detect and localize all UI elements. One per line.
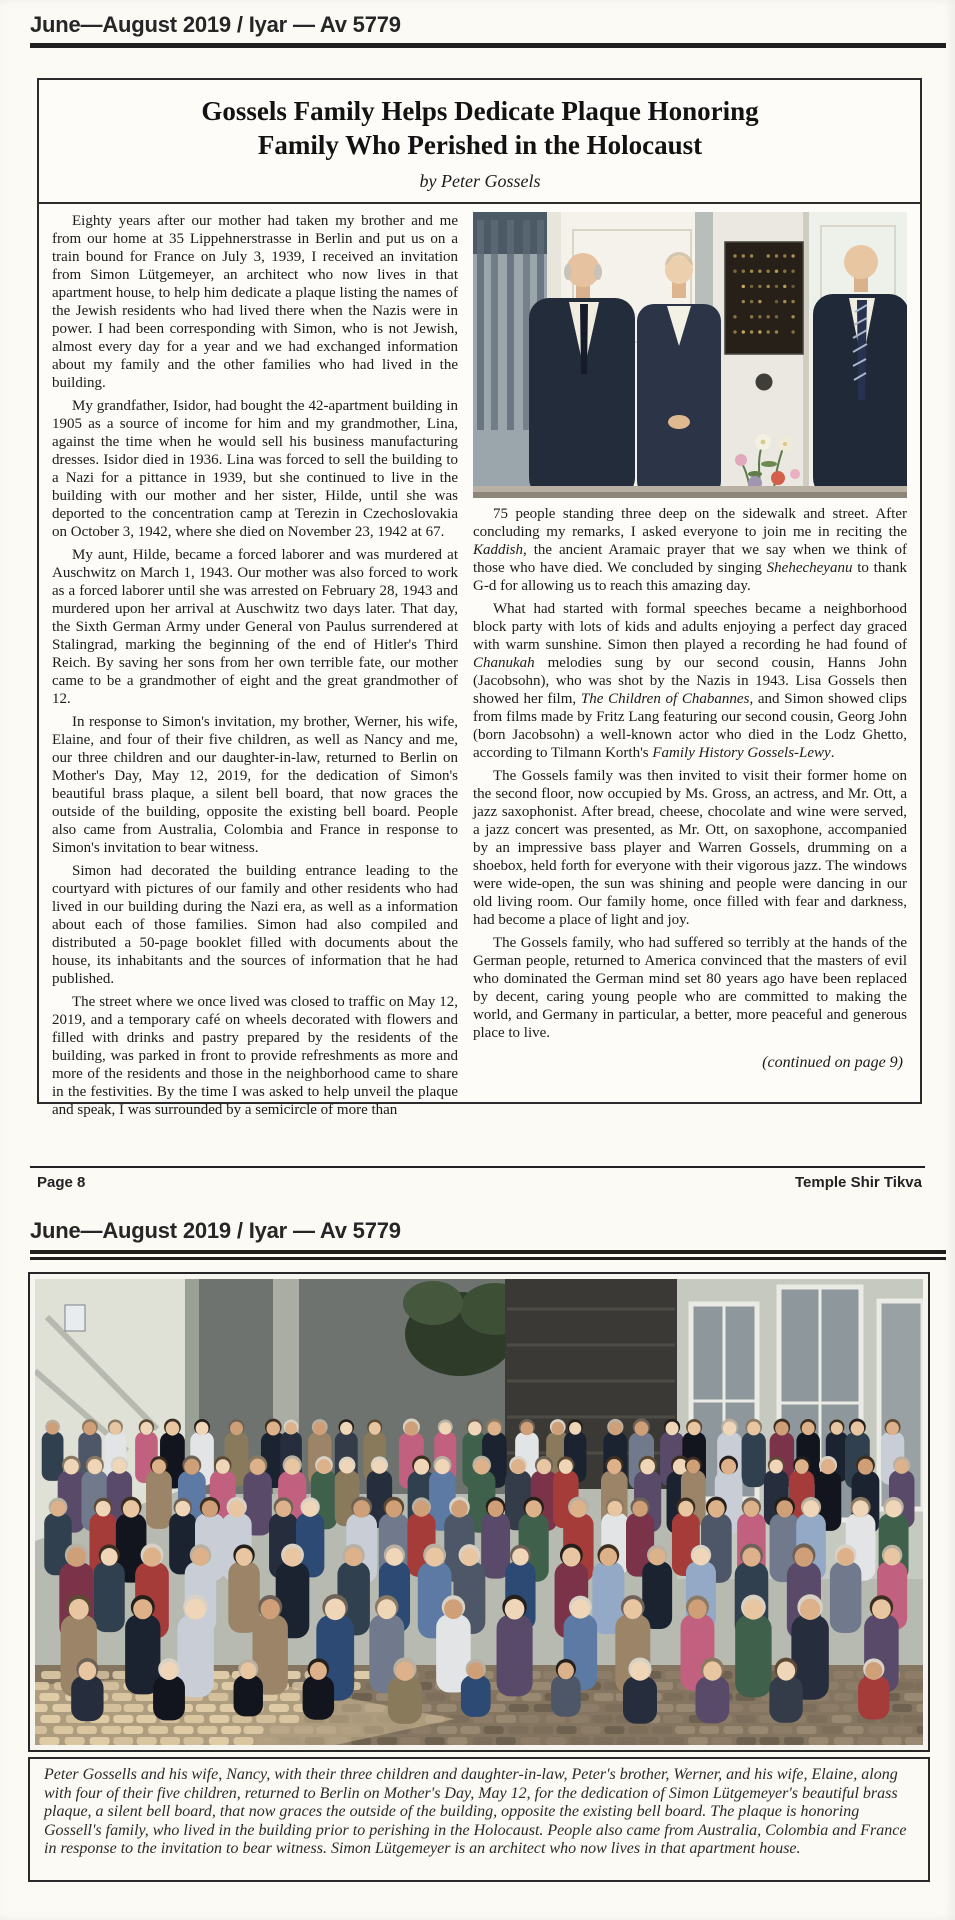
photo-caption: Peter Gossells and his wife, Nancy, with their three children and daughter-in-law, Peter's brother, Werner, and his wife, Elaine, along with four of their five children, returned to Berlin on Mother's Day, May 12, for the dedication of Simon Lütgemeyer's beautiful brass plaque, a silent bell board, that now graces the outside of the building, opposite the existing bell board. The plaque is honoring Gossell's family, who lived in the building prior to perishing in the Holocaust. People also came from Australia, Colombia and France in response to the invitation to bear witness. Simon Lütgemeyer is an architect who now lives in that apartment house.	[28, 1757, 930, 1882]
continued-note: (continued on page 9)	[762, 1054, 903, 1071]
article-paragraph: In response to Simon's invitation, my brother, Werner, his wife, Elaine, and four of their five children, as well as Nancy and me, our three children and our daughter-in-law, returned to Berlin on Mother's Day, May 12, 2019, for the dedication of Simon's beautiful brass plaque, a silent bell board, that now graces the outside of the building, opposite the existing bell board. People also came from Australia, Colombia and France in response to Simon's invitation to bear witness.	[52, 714, 458, 856]
group-photo-art	[35, 1279, 923, 1745]
article-paragraph: Simon had decorated the building entrance leading to the courtyard with pictures of our family and other residents who had lived in our building during the Nazi era, as well as a information about each of those families. Simon had also compiled and distributed a 50-page booklet filled with documents about the house, its inhabitants and the sources of information that he had published.	[52, 863, 458, 987]
page-number: Page 8	[37, 1174, 86, 1191]
article-right-text	[473, 505, 907, 1042]
page2-masthead	[30, 1218, 946, 1260]
masthead-rule	[30, 43, 946, 48]
issue-date-line-2: June—August 2019 / Iyar — Av 5779	[30, 1218, 401, 1243]
publication-name: Temple Shir Tikva	[795, 1174, 922, 1191]
article-box	[37, 78, 922, 1118]
dedication-photo	[473, 212, 907, 498]
masthead-double-rule	[30, 1250, 946, 1260]
dedication-photo-art	[473, 212, 907, 498]
page1-footer	[37, 1174, 922, 1191]
article-paragraph: What had started with formal speeches became a neighborhood block party with lots of kids and adults enjoying a perfect day graced with warm sunshine. Simon then played a recording he had found of Chanukah melodies sung by our second cousin, Hanns John (Jacobsohn), who was shot by the Nazis in 1943. Lisa Gossels then showed her film, The Children of Chabannes, and Simon showed clips from films made by Fritz Lang featuring our second cousin, Georg John (born Jacobsohn) a well-known actor who died in the Lodz Ghetto, according to Tilmann Korth's Family History Gossels-Lewy.	[473, 601, 908, 761]
article-right-column	[473, 212, 907, 1124]
byline-rule	[39, 202, 920, 204]
article-paragraph: My grandfather, Isidor, had bought the 42-apartment building in 1905 as a source of income for him and my grandmother, Lina, against the time when he would sell his business manufacturing dresses. Isidor died in 1936. Lina was forced to sell the building to a Nazi for a pittance in 1939, but she continued to live in the building with our mother and her sister, Hilde, until she was deported to the concentration camp at Terezin in Czechoslovakia on October 3, 1942, where she died on November 23, 1942 at 67.	[52, 398, 458, 540]
article-left-column	[52, 212, 458, 1124]
crowd-of-people	[42, 1418, 915, 1723]
article-paragraph: The Gossels family, who had suffered so terribly at the hands of the German people, returned to America convinced that the masters of evil who dominated the German mind set 80 years ago have been replaced by decent, caring young people who are committed to making the world, and Germany in particular, a better, more peaceful and generous place to live.	[473, 935, 907, 1041]
memorial-plaque	[713, 212, 809, 498]
group-photo	[28, 1272, 930, 1752]
footer-rule	[30, 1166, 925, 1168]
photo1-pavement-shadow	[473, 492, 907, 498]
article-title-line2: Family Who Perished in the Holocaust	[257, 130, 703, 160]
issue-date-line: June—August 2019 / Iyar — Av 5779	[30, 12, 401, 37]
article-paragraph: The Gossels family was then invited to visit their former home on the second floor, now occupied by Ms. Gross, an actress, and Mr. Ott, a jazz saxophonist. After bread, cheese, chocolate and wine were served, a jazz concert was presented, as Mr. Ott, on saxophone, accompanied by an impressive bass player and Warren Gossels, drumming on a shoebox, held forth for everyone with their vigorous jazz. The windows were wide-open, the sun was shining and people were dancing in our old living room. Our family home, once filled with fear and darkness, had become a place of light and joy.	[473, 768, 907, 928]
article-title-line1: Gossels Family Helps Dedicate Plaque Honoring	[201, 96, 759, 126]
article-paragraph: My aunt, Hilde, became a forced laborer and was murdered at Auschwitz on March 1, 1943. Our mother was also forced to work as a forced laborer until she was arrested on February 28, 1943 and murdered upon her arrival at Auschwitz two days later. That day, the Sixth German Army under General von Paulus surrendered at Stalingrad, marking the beginning of the end of Hitler's Third Reich. By saving her sons from her own terrible fate, our mother came to be a grandmother of eight and the great grandmother of 12.	[52, 547, 458, 707]
article-paragraph: Eighty years after our mother had taken my brother and me from our home at 35 Lippehnerstrasse in Berlin and put us on a train bound for France on July 3, 1939, I received an invitation from Simon Lütgemeyer, an architect who now lives in that apartment house, to help him dedicate a plaque listing the names of the Jewish residents who had lived there when the Nazis were in power. I had been corresponding with Simon, who is not Jewish, almost every day for a year and we had exchanged information about my family and the other families who had lived in the building.	[52, 213, 458, 391]
page1-masthead	[30, 12, 946, 48]
article-paragraph: 75 people standing three deep on the sidewalk and street. After concluding my remarks, I asked everyone to join me in reciting the Kaddish, the ancient Aramaic prayer that we say when we think of those who have died. We concluded by singing Shehecheyanu to thank G-d for allowing us to reach this amazing day.	[473, 506, 907, 594]
article-paragraph: The street where we once lived was closed to traffic on May 12, 2019, and a temporary café on wheels decorated with flowers and filled with drinks and pastry prepared by the residents of the building, was parked in front to provide refreshments as more and more of the residents and those in the neighborhood came to share in the festivities. By the time I was asked to help unveil the plaque and speak, I was surrounded by a semicircle of more than	[52, 994, 458, 1118]
article-columns	[52, 212, 908, 1124]
article-byline: by Peter Gossels	[419, 171, 541, 191]
article-title	[52, 94, 908, 162]
